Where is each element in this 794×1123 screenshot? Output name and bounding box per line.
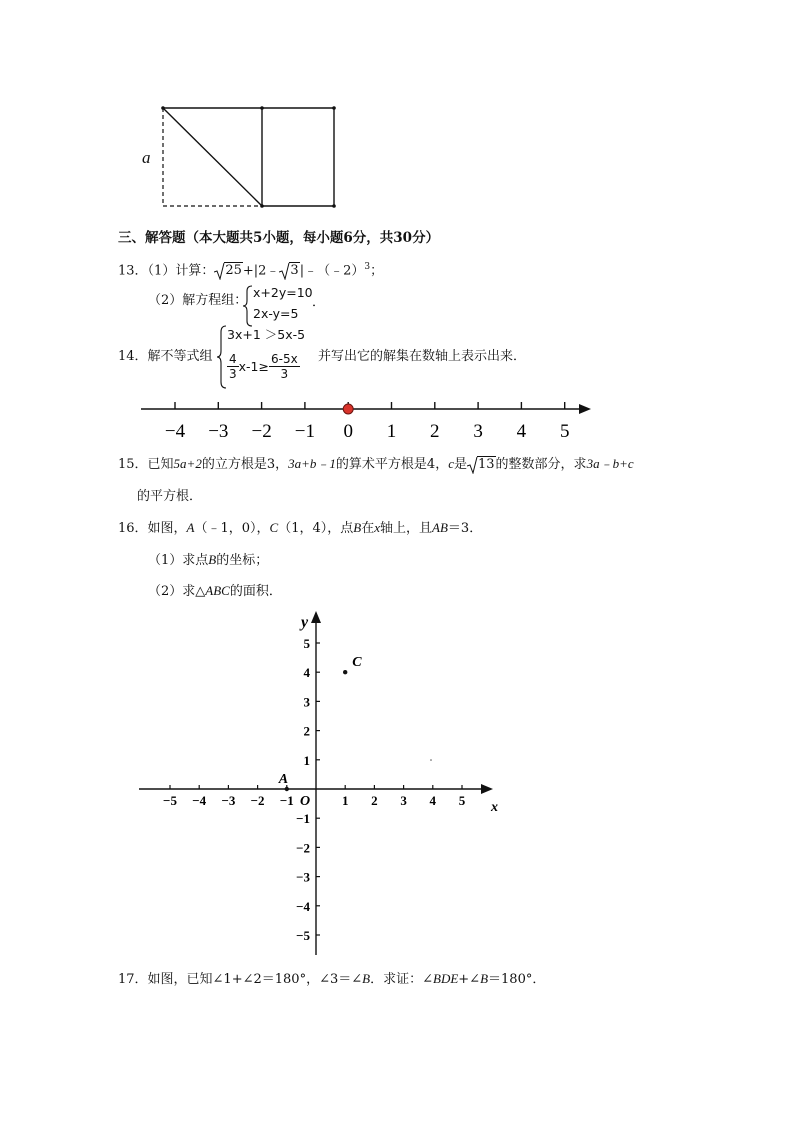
number-line-tick-label: 4	[516, 421, 527, 442]
y-axis-label: y	[301, 614, 309, 631]
question-13-part1: 13．（1）计算： 25+|2﹣ 3|﹣（﹣2）$^3$；	[118, 262, 384, 279]
system-brace	[243, 285, 253, 327]
number-line-arrow	[579, 404, 591, 414]
x-tick-label: 5	[458, 793, 466, 808]
x-axis-arrow	[481, 784, 493, 794]
inequality-1: 3x+1 ＞5x-5	[227, 327, 306, 342]
question-15-line2: 的平方根．	[137, 489, 203, 504]
y-tick-label: −5	[296, 928, 310, 943]
y-tick-label: −4	[296, 898, 310, 914]
number-line-tick-label: 0	[343, 421, 353, 442]
x-tick-label: −1	[279, 793, 294, 808]
point-C	[343, 670, 347, 674]
point-label-C: C	[352, 655, 362, 671]
y-tick-label: −3	[296, 869, 310, 885]
question-14: 14．解不等式组	[118, 349, 213, 364]
y-tick-label: 2	[303, 723, 310, 739]
sqrt-3: 3	[279, 262, 299, 280]
solution-point-marker	[343, 404, 353, 414]
point-label-A: A	[278, 772, 289, 787]
y-axis-arrow	[311, 611, 321, 623]
inequality-brace	[217, 325, 227, 389]
x-tick-label: −5	[163, 793, 177, 808]
origin-label: O	[300, 794, 311, 809]
question-16-line1: 16．如图，A（﹣1，0），C（1，4），点B在x轴上，且AB＝3．	[118, 520, 483, 536]
y-tick-label: 3	[303, 694, 310, 710]
sqrt-13: 13	[467, 456, 496, 474]
question-13-part2: （2）解方程组：	[148, 293, 248, 308]
number-line-tick-label: 5	[559, 421, 570, 442]
number-line-tick-label: 3	[473, 421, 483, 442]
y-tick-label: 1	[303, 752, 310, 768]
number-line-tick-label: 2	[430, 421, 440, 442]
y-tick-label: 5	[303, 636, 310, 651]
y-tick-label: −2	[296, 840, 310, 856]
section-heading: 三、解答题（本大题共5小题，每小题6分，共30分）	[118, 230, 440, 246]
x-tick-label: 4	[429, 793, 437, 808]
inequality-2: $\frac{4}{3}$ x-1≥ $\frac{6-5x}{3}$	[229, 352, 298, 381]
x-tick-label: 2	[371, 793, 378, 808]
x-tick-label: −4	[192, 793, 207, 808]
y-tick-label: 4	[303, 665, 310, 681]
x-tick-label: −3	[221, 793, 236, 808]
x-tick-label: −2	[250, 793, 265, 808]
number-line-tick-label: 1	[386, 421, 397, 442]
question-14-tail: 并写出它的解集在数轴上表示出来．	[318, 349, 527, 364]
number-line-tick-label: −4	[164, 421, 186, 442]
question-17: 17．如图，已知∠1+∠2＝180°，∠3＝∠B．求证：∠BDE+∠B＝180°．	[118, 971, 546, 987]
x-tick-label: 3	[400, 793, 407, 808]
side-label-a: a	[142, 148, 151, 167]
rectangle-figure	[135, 98, 345, 213]
number-line-tick-label: −1	[294, 421, 316, 442]
coordinate-plane	[135, 605, 505, 965]
q13-number: 13．	[118, 263, 148, 279]
q13-part1-prefix: （1）计算：	[147, 263, 215, 279]
sqrt-25: 25	[214, 262, 243, 280]
x-tick-label: 1	[341, 793, 349, 808]
point-A	[285, 787, 289, 791]
equation-2: 2x-y=5	[253, 306, 299, 321]
number-line-tick-label: −3	[208, 421, 229, 442]
equation-1: x+2y=10	[253, 285, 313, 300]
question-16-part1: （1）求点B的坐标；	[148, 552, 269, 568]
x-axis-label: x	[491, 800, 498, 815]
y-tick-label: −1	[296, 811, 310, 827]
number-line	[135, 395, 595, 445]
question-16-part2: （2）求△ABC的面积．	[148, 583, 282, 599]
question-15-line1: 15．已知5a+2的立方根是3，3a+b﹣1的算术平方根是4，c是 13的整数部分，求3a﹣b+c	[118, 456, 634, 472]
number-line-tick-label: −2	[251, 421, 272, 442]
